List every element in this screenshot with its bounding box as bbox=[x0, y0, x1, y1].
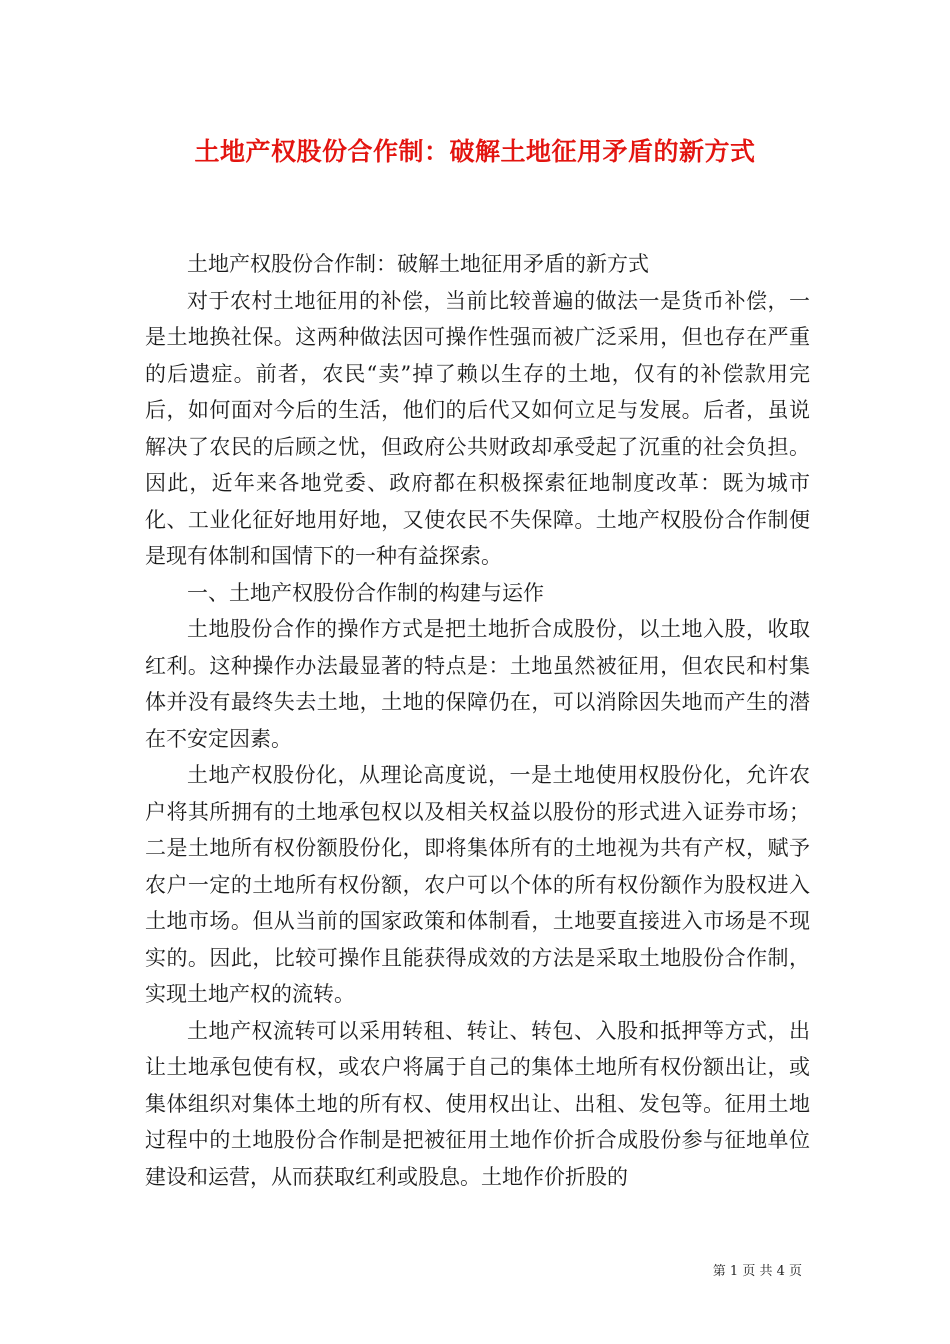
paragraph-subtitle: 土地产权股份合作制：破解土地征用矛盾的新方式 bbox=[187, 252, 649, 276]
paragraph-intro: 对于农村土地征用的补偿，当前比较普遍的做法一是货币补偿，一是土地换社保。这两种做法因可操作性强而被广泛采用，但也存在严重的后遗症。前者，农民“卖”掉了赖以生存的土地，仅有的补偿款用完后，如何面对今后的生活，他们的后代又如何立足与发展。后者，虽说解决了农民的后顾之忧，但政府公共财政却承受起了沉重的社会负担。因此，近年来各地党委、政府都在积极探索征地制度改革：既为城市化、工业化征好地用好地，又使农民不失保障。土地产权股份合作制便是现有体制和国情下的一种有益探索。 bbox=[145, 288, 810, 568]
paragraph-operation: 土地股份合作的操作方式是把土地折合成股份，以土地入股，收取红利。这种操作办法最显著的特点是：土地虽然被征用，但农民和村集体并没有最终失去土地，土地的保障仍在，可以消除因失地而产生的潜在不安定因素。 bbox=[145, 617, 810, 751]
document-title: 土地产权股份合作制：破解土地征用矛盾的新方式 bbox=[194, 137, 756, 166]
paragraph-transfer: 土地产权流转可以采用转租、转让、转包、入股和抵押等方式，出让土地承包使有权，或农户将属于自己的集体土地所有权份额出让，或集体组织对集体土地的所有权、使用权出让、出租、发包等。征用土地过程中的土地股份合作制是把被征用土地作价折合成股份参与征地单位建设和运营，从而获取红利或股息。土地作价折股的 bbox=[145, 1018, 810, 1189]
paragraph-theory: 土地产权股份化，从理论高度说，一是土地使用权股份化，允许农户将其所拥有的土地承包权以及相关权益以股份的形式进入证券市场；二是土地所有权份额股份化，即将集体所有的土地视为共有产权，赋予农户一定的土地所有权份额，农户可以个体的所有权份额作为股权进入土地市场。但从当前的国家政策和体制看，土地要直接进入市场是不现实的。因此，比较可操作且能获得成效的方法是采取土地股份合作制，实现土地产权的流转。 bbox=[145, 763, 810, 1006]
page-number: 第 1 页 共 4 页 bbox=[712, 1264, 802, 1279]
section-heading-1: 一、土地产权股份合作制的构建与运作 bbox=[187, 580, 544, 605]
document-body bbox=[145, 246, 810, 1195]
